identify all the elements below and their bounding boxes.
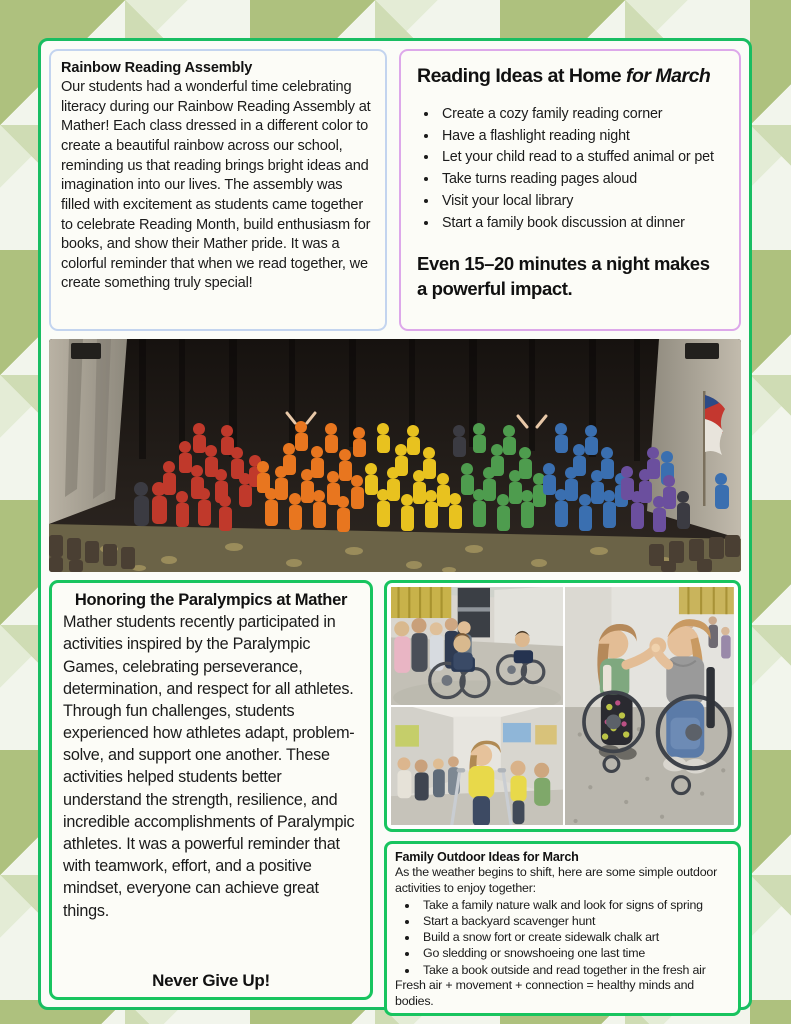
high-five-artwork — [565, 587, 734, 825]
outdoor-ideas-closing: Fresh air + movement + connection = healthy minds and bodies. — [395, 977, 694, 1008]
outdoor-ideas-intro: As the weather begins to shift, here are some simple outdoor activities to enjoy together: — [395, 865, 718, 896]
list-item: • Start a backyard scavenger hunt — [419, 913, 730, 929]
assembly-group-photo — [49, 339, 741, 572]
list-item: • Take a book outside and read together in the fresh air — [419, 962, 730, 978]
bottom-row — [49, 580, 741, 1008]
list-item: • Take turns reading pages aloud — [439, 169, 723, 191]
list-item: • Take a family nature walk and look for signs of spring — [419, 897, 730, 913]
rainbow-assembly-title: Rainbow Reading Assembly — [61, 60, 253, 76]
paralympics-title: Honoring the Paralympics at Mather — [74, 591, 348, 609]
list-item: • Have a flashlight reading night — [439, 126, 723, 148]
crutches-artwork — [391, 707, 563, 825]
rainbow-assembly-body: Our students had a wonderful time celebrating literacy during our Rainbow Reading Assembly at Mather! Each class dressed in a different color to create a beautiful rainbow across our school, reminding us that reading brings bright ideas and imagination into our lives. The assembly was filled with excitement as students came together to celebrate Reading Month, build enthusiasm for books, and show their Mather pride. It was a colorful reminder that when we read together, we create something truly special! — [61, 79, 371, 292]
reading-ideas-box — [399, 49, 741, 331]
reading-ideas-title-plain: Reading Ideas at Home — [417, 65, 626, 87]
outdoor-ideas-list — [419, 897, 730, 978]
assembly-photo-artwork — [49, 339, 741, 572]
paralympics-box — [49, 580, 373, 1000]
top-row — [49, 49, 741, 331]
reading-ideas-kicker: Even 15–20 minutes a night makes a powerful impact. — [417, 253, 710, 300]
photo-high-five-wheelchairs — [565, 587, 734, 825]
list-item: • Let your child read to a stuffed animal or pet — [439, 147, 723, 169]
photo-crutches-hallway — [391, 707, 563, 825]
list-item: • Visit your local library — [439, 191, 723, 213]
outdoor-ideas-title: Family Outdoor Ideas for March — [395, 850, 579, 864]
list-item: • Build a snow fort or create sidewalk chalk art — [419, 929, 730, 945]
family-outdoor-ideas-box — [384, 841, 741, 1016]
list-item: • Start a family book discussion at dinner — [439, 213, 723, 235]
reading-ideas-list — [439, 104, 723, 234]
paralympics-body: Mather students recently participated in activities inspired by the Paralympic Games, celebrating perseverance, determination, and respect for all athletes. Through fun challenges, students experienced how athletes adapt, problem-solve, and support one another. These activities helped students better understand the strength, resilience, and incredible accomplishments of Paralympic athletes. It was a powerful reminder that with teamwork, effort, and a positive mindset, everyone can achieve great things. — [63, 613, 355, 920]
list-item: • Go sledding or snowshoeing one last time — [419, 945, 730, 961]
paralympics-photo-collage — [384, 580, 741, 832]
bottom-right-column — [384, 580, 741, 1008]
paralympics-signoff: Never Give Up! — [152, 971, 270, 990]
newsletter-page-card — [38, 38, 752, 1010]
reading-ideas-title — [417, 65, 723, 88]
photo-wheelchair-hallway-race — [391, 587, 563, 705]
list-item: • Create a cozy family reading corner — [439, 104, 723, 126]
wheelchair-race-artwork — [391, 587, 563, 705]
rainbow-reading-assembly-box — [49, 49, 387, 331]
reading-ideas-title-italic: for March — [625, 65, 711, 87]
